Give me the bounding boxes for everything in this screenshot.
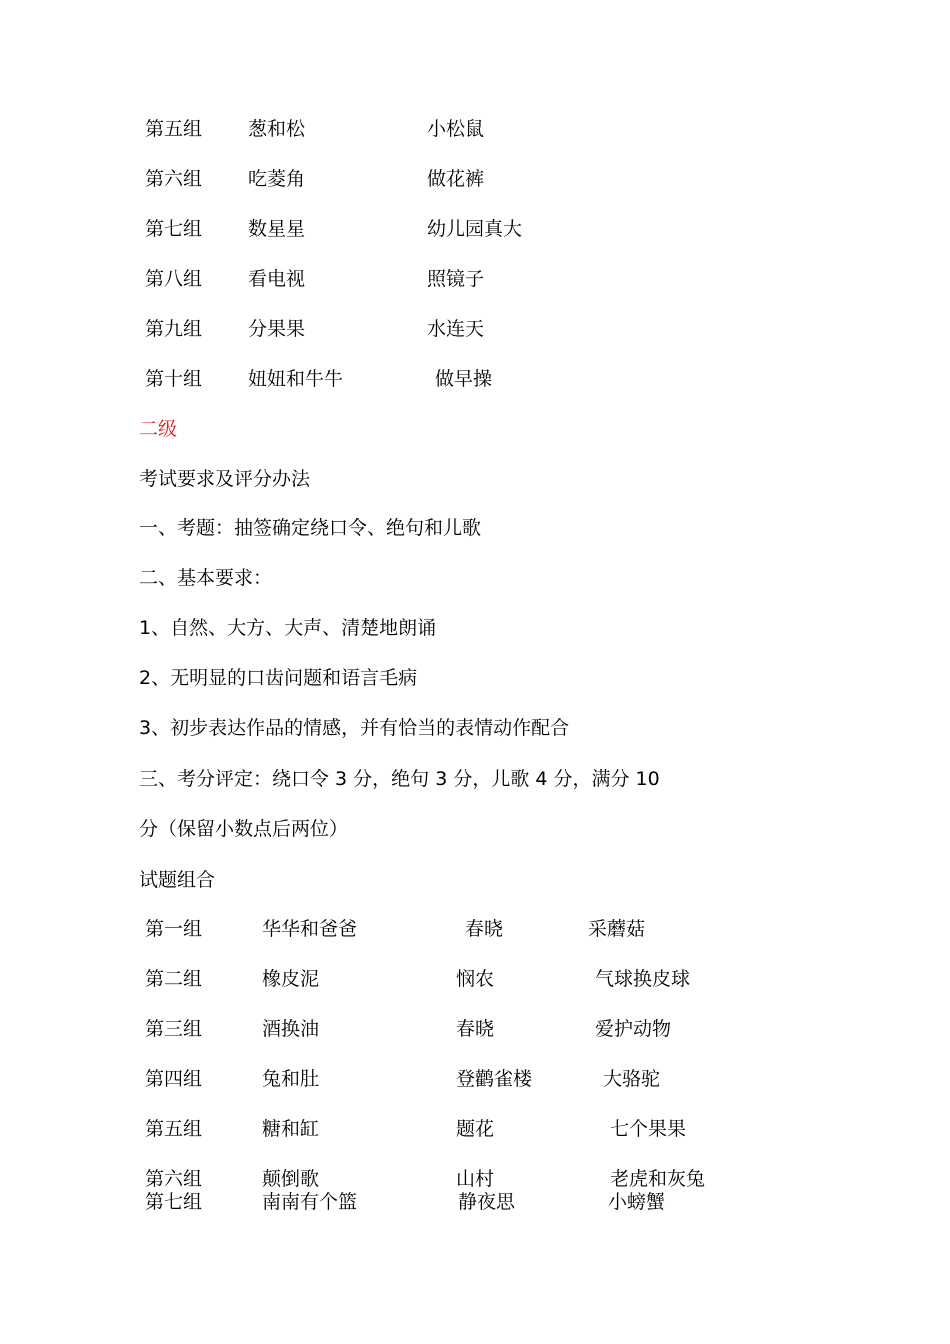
tongue-twister-title: 颠倒歌 <box>262 1168 320 1190</box>
group-label: 第四组 <box>145 1068 203 1090</box>
poem-title: 静夜思 <box>458 1191 516 1213</box>
group-label: 第二组 <box>145 968 203 990</box>
tongue-twister-title: 看电视 <box>248 268 306 290</box>
requirement-1: 1、自然、大方、大声、清楚地朗诵 <box>139 617 437 639</box>
tongue-twister-title: 分果果 <box>248 318 306 340</box>
tongue-twister-title: 数星星 <box>248 218 306 240</box>
tongue-twister-title: 糖和缸 <box>262 1118 320 1140</box>
tongue-twister-title: 华华和爸爸 <box>262 918 358 940</box>
poem-title: 春晓 <box>465 918 504 940</box>
requirement-3: 3、初步表达作品的情感，并有恰当的表情动作配合 <box>139 717 570 739</box>
group-label: 第八组 <box>145 268 203 290</box>
nursery-rhyme-title: 做花裤 <box>427 168 485 190</box>
tongue-twister-title: 妞妞和牛牛 <box>248 368 344 390</box>
tongue-twister-title: 吃菱角 <box>248 168 306 190</box>
group-label: 第九组 <box>145 318 203 340</box>
exam-topic-item: 一、考题：抽签确定绕口令、绝句和儿歌 <box>139 517 482 539</box>
tongue-twister-title: 葱和松 <box>248 118 306 140</box>
rhyme-title: 气球换皮球 <box>595 968 691 990</box>
tongue-twister-title: 南南有个篮 <box>262 1191 358 1213</box>
group-label: 第五组 <box>145 1118 203 1140</box>
poem-title: 山村 <box>456 1168 495 1190</box>
combo-title: 试题组合 <box>139 869 216 891</box>
rhyme-title: 大骆驼 <box>603 1068 661 1090</box>
poem-title: 题花 <box>456 1118 495 1140</box>
rhyme-title: 七个果果 <box>610 1118 687 1140</box>
tongue-twister-title: 酒换油 <box>262 1018 320 1040</box>
rhyme-title: 老虎和灰兔 <box>610 1168 706 1190</box>
requirement-2: 2、无明显的口齿问题和语言毛病 <box>139 667 418 689</box>
nursery-rhyme-title: 做早操 <box>435 368 493 390</box>
rhyme-title: 爱护动物 <box>595 1018 672 1040</box>
group-label: 第三组 <box>145 1018 203 1040</box>
poem-title: 悯农 <box>456 968 495 990</box>
level2-heading: 二级 <box>139 418 178 440</box>
nursery-rhyme-title: 照镜子 <box>427 268 485 290</box>
group-label: 第一组 <box>145 918 203 940</box>
basic-requirements-item: 二、基本要求： <box>139 567 273 589</box>
group-label: 第七组 <box>145 1191 203 1213</box>
group-label: 第五组 <box>145 118 203 140</box>
poem-title: 春晓 <box>456 1018 495 1040</box>
nursery-rhyme-title: 水连天 <box>427 318 485 340</box>
nursery-rhyme-title: 小松鼠 <box>427 118 485 140</box>
group-label: 第六组 <box>145 1168 203 1190</box>
scoring-item-line2: 分（保留小数点后两位） <box>139 818 349 840</box>
group-label: 第六组 <box>145 168 203 190</box>
nursery-rhyme-title: 幼儿园真大 <box>427 218 523 240</box>
group-label: 第七组 <box>145 218 203 240</box>
rhyme-title: 采蘑菇 <box>588 918 646 940</box>
section-title: 考试要求及评分办法 <box>139 468 311 490</box>
tongue-twister-title: 兔和肚 <box>262 1068 320 1090</box>
tongue-twister-title: 橡皮泥 <box>262 968 320 990</box>
group-label: 第十组 <box>145 368 203 390</box>
scoring-item-line1: 三、考分评定：绕口令 3 分，绝句 3 分，儿歌 4 分，满分 10 <box>139 768 660 790</box>
rhyme-title: 小螃蟹 <box>608 1191 666 1213</box>
poem-title: 登鹳雀楼 <box>456 1068 533 1090</box>
